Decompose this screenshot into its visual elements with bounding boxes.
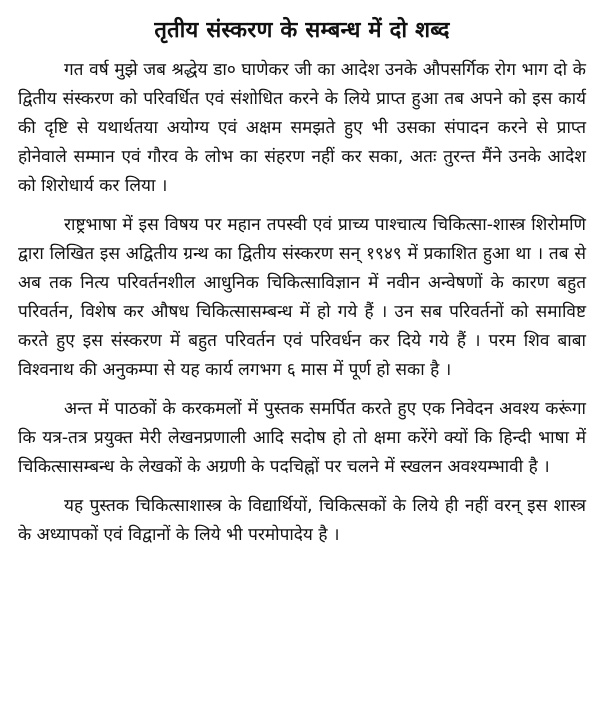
paragraph-3: अन्त में पाठकों के करकमलों में पुस्तक समर्पित करते हुए एक निवेदन अवश्य करूंगा कि यत्र-तत्र प्रयुक्त मेरी लेखनप्रणाली आदि सदोष हो तो क्षमा करेंगे क्यों कि हिन्दी भाषा में चिकित्सासम्बन्ध के लेखकों के अग्रणी के पदचिह्नों पर चलने में स्खलन अवश्यम्भावी है । [18, 399, 586, 477]
paragraph-4: यह पुस्तक चिकित्साशास्त्र के विद्यार्थियों, चिकित्सकों के लिये ही नहीं वरन् इस शास्त्र के अध्यापकों एवं विद्वानों के लिये भी परमोपादेय है । [18, 496, 586, 545]
paragraph-1: गत वर्ष मुझे जब श्रद्धेय डा० घाणेकर जी का आदेश उनके औपसर्गिक रोग भाग दो के द्वितीय संस्करण को परिवर्धित एवं संशोधित करने के लिये प्राप्त हुआ तब अपने को इस कार्य की दृष्टि से यथार्थतया अयोग्य एवं अक्षम समझते हुए भी उसका संपादन करने से प्राप्त होनेवाले सम्मान एवं गौरव के लोभ का संहरण नहीं कर सका, अतः तुरन्त मैंने उनके आदेश को शिरोधार्य कर लिया । [18, 60, 586, 196]
page-title: तृतीय संस्करण के सम्बन्ध में दो शब्द [154, 18, 450, 43]
paragraph-2: राष्ट्रभाषा में इस विषय पर महान तपस्वी एवं प्राच्य पाश्चात्य चिकित्सा-शास्त्र शिरोमणि द्वारा लिखित इस अद्वितीय ग्रन्थ का द्वितीय संस्करण सन् १९४९ में प्रकाशित हुआ था । तब से अब तक नित्य परिवर्तनशील आधुनिक चिकित्साविज्ञान में नवीन अन्वेषणों के कारण बहुत परिवर्तन, विशेष कर औषध चिकित्सासम्बन्ध में हो गये हैं । उन सब परिवर्तनों को समाविष्ट करते हुए इस संस्करण में बहुत परिवर्तन एवं परिवर्धन कर दिये गये हैं । परम शिव बाबा विश्वनाथ की अनुकम्पा से यह कार्य लगभग ६ मास में पूर्ण हो सका है । [18, 215, 586, 380]
